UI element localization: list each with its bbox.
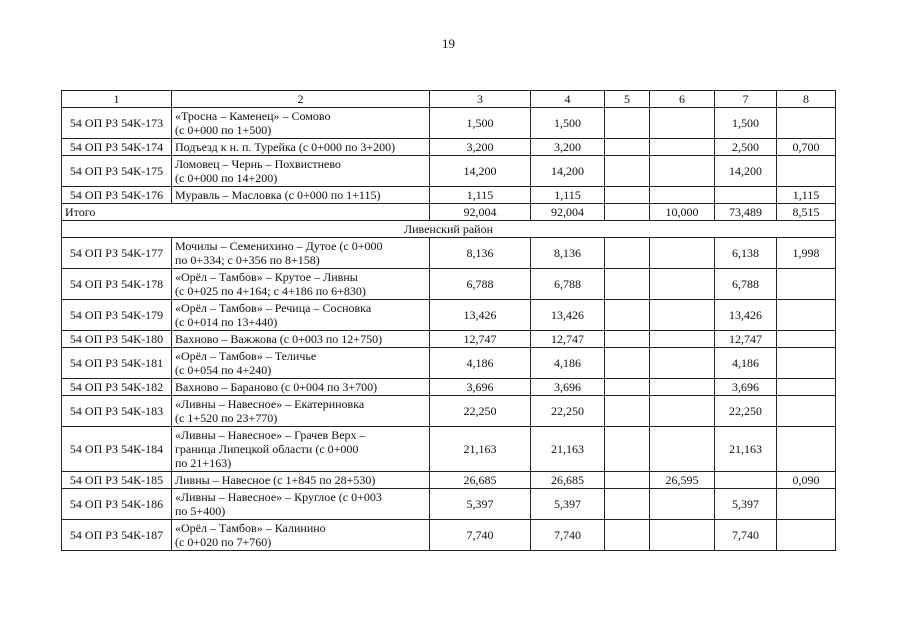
cell-c4: 3,696	[531, 379, 605, 396]
road-name: Мочилы – Семенихино – Дутое (с 0+000 по 0+334; с 0+356 по 8+158)	[172, 238, 430, 269]
cell-c3: 4,186	[430, 348, 531, 379]
section-row	[62, 221, 836, 238]
cell-c6	[650, 269, 715, 300]
column-number-6: 6	[650, 91, 715, 108]
cell-c3: 3,696	[430, 379, 531, 396]
total-c5	[605, 204, 650, 221]
cell-c8: 0,700	[777, 139, 836, 156]
table-row	[62, 348, 836, 379]
cell-c8	[777, 331, 836, 348]
cell-c6	[650, 520, 715, 551]
cell-c4: 14,200	[531, 156, 605, 187]
cell-c5	[605, 139, 650, 156]
road-name: «Орёл – Тамбов» – Калинино (с 0+020 по 7+760)	[172, 520, 430, 551]
road-name: «Тросна – Каменец» – Сомово (с 0+000 по 1+500)	[172, 108, 430, 139]
cell-c6	[650, 348, 715, 379]
cell-c6: 26,595	[650, 472, 715, 489]
cell-c4: 22,250	[531, 396, 605, 427]
cell-c4: 7,740	[531, 520, 605, 551]
road-code: 54 ОП РЗ 54К-184	[62, 427, 172, 472]
table-row	[62, 269, 836, 300]
cell-c5	[605, 156, 650, 187]
table-row	[62, 300, 836, 331]
road-code: 54 ОП РЗ 54К-182	[62, 379, 172, 396]
total-row	[62, 204, 836, 221]
table-row	[62, 139, 836, 156]
road-code: 54 ОП РЗ 54К-183	[62, 396, 172, 427]
cell-c7: 12,747	[715, 331, 777, 348]
cell-c4: 12,747	[531, 331, 605, 348]
cell-c6	[650, 427, 715, 472]
road-code: 54 ОП РЗ 54К-178	[62, 269, 172, 300]
cell-c3: 3,200	[430, 139, 531, 156]
cell-c8	[777, 300, 836, 331]
cell-c3: 7,740	[430, 520, 531, 551]
cell-c7: 4,186	[715, 348, 777, 379]
cell-c6	[650, 489, 715, 520]
cell-c7: 3,696	[715, 379, 777, 396]
cell-c3: 12,747	[430, 331, 531, 348]
column-number-3: 3	[430, 91, 531, 108]
table-row	[62, 331, 836, 348]
road-code: 54 ОП РЗ 54К-173	[62, 108, 172, 139]
cell-c5	[605, 108, 650, 139]
cell-c8	[777, 348, 836, 379]
cell-c3: 1,115	[430, 187, 531, 204]
road-code: 54 ОП РЗ 54К-176	[62, 187, 172, 204]
cell-c6	[650, 156, 715, 187]
cell-c8	[777, 427, 836, 472]
cell-c5	[605, 489, 650, 520]
table-row	[62, 427, 836, 472]
cell-c7	[715, 472, 777, 489]
cell-c7: 6,138	[715, 238, 777, 269]
cell-c7: 2,500	[715, 139, 777, 156]
cell-c8	[777, 520, 836, 551]
cell-c5	[605, 396, 650, 427]
cell-c6	[650, 139, 715, 156]
cell-c3: 5,397	[430, 489, 531, 520]
column-number-5: 5	[605, 91, 650, 108]
cell-c6	[650, 238, 715, 269]
cell-c5	[605, 238, 650, 269]
roads-table	[61, 90, 836, 551]
road-code: 54 ОП РЗ 54К-174	[62, 139, 172, 156]
road-code: 54 ОП РЗ 54К-181	[62, 348, 172, 379]
cell-c4: 26,685	[531, 472, 605, 489]
cell-c7	[715, 187, 777, 204]
header-row	[62, 91, 836, 108]
section-title: Ливенский район	[62, 221, 836, 238]
road-code: 54 ОП РЗ 54К-175	[62, 156, 172, 187]
cell-c7: 21,163	[715, 427, 777, 472]
cell-c4: 13,426	[531, 300, 605, 331]
road-code: 54 ОП РЗ 54К-179	[62, 300, 172, 331]
table-row	[62, 238, 836, 269]
cell-c4: 21,163	[531, 427, 605, 472]
road-name: Подъезд к н. п. Турейка (с 0+000 по 3+200)	[172, 139, 430, 156]
cell-c8	[777, 108, 836, 139]
total-label: Итого	[62, 204, 430, 221]
road-name: «Орёл – Тамбов» – Речица – Сосновка (с 0+014 по 13+440)	[172, 300, 430, 331]
road-name: Ливны – Навесное (с 1+845 по 28+530)	[172, 472, 430, 489]
cell-c8: 1,115	[777, 187, 836, 204]
cell-c5	[605, 472, 650, 489]
cell-c6	[650, 331, 715, 348]
cell-c3: 8,136	[430, 238, 531, 269]
page-number: 19	[442, 36, 455, 51]
cell-c7: 13,426	[715, 300, 777, 331]
cell-c4: 6,788	[531, 269, 605, 300]
road-name: Ломовец – Чернь – Похвистнево (с 0+000 по 14+200)	[172, 156, 430, 187]
cell-c6	[650, 379, 715, 396]
cell-c7: 7,740	[715, 520, 777, 551]
cell-c3: 14,200	[430, 156, 531, 187]
column-number-2: 2	[172, 91, 430, 108]
total-c6: 10,000	[650, 204, 715, 221]
cell-c4: 8,136	[531, 238, 605, 269]
table-row	[62, 489, 836, 520]
cell-c4: 1,115	[531, 187, 605, 204]
cell-c5	[605, 379, 650, 396]
total-c8: 8,515	[777, 204, 836, 221]
road-code: 54 ОП РЗ 54К-180	[62, 331, 172, 348]
cell-c5	[605, 520, 650, 551]
table-row	[62, 156, 836, 187]
cell-c8: 0,090	[777, 472, 836, 489]
total-c7: 73,489	[715, 204, 777, 221]
cell-c6	[650, 396, 715, 427]
road-name: Муравль – Масловка (с 0+000 по 1+115)	[172, 187, 430, 204]
total-c4: 92,004	[531, 204, 605, 221]
table-row	[62, 187, 836, 204]
road-name: «Орёл – Тамбов» – Теличье (с 0+054 по 4+240)	[172, 348, 430, 379]
table-row	[62, 396, 836, 427]
cell-c6	[650, 300, 715, 331]
table-row	[62, 520, 836, 551]
road-name: Вахново – Важжова (с 0+003 по 12+750)	[172, 331, 430, 348]
cell-c8	[777, 396, 836, 427]
table-row	[62, 379, 836, 396]
road-name: «Ливны – Навесное» – Екатериновка (с 1+520 по 23+770)	[172, 396, 430, 427]
cell-c5	[605, 300, 650, 331]
cell-c6	[650, 187, 715, 204]
cell-c5	[605, 348, 650, 379]
road-code: 54 ОП РЗ 54К-186	[62, 489, 172, 520]
cell-c4: 4,186	[531, 348, 605, 379]
cell-c5	[605, 269, 650, 300]
column-number-4: 4	[531, 91, 605, 108]
table-row	[62, 472, 836, 489]
column-number-1: 1	[62, 91, 172, 108]
cell-c5	[605, 331, 650, 348]
cell-c8	[777, 269, 836, 300]
road-code: 54 ОП РЗ 54К-185	[62, 472, 172, 489]
cell-c4: 3,200	[531, 139, 605, 156]
road-name: Вахново – Бараново (с 0+004 по 3+700)	[172, 379, 430, 396]
cell-c3: 6,788	[430, 269, 531, 300]
road-name: «Ливны – Навесное» – Грачев Верх – граница Липецкой области (с 0+000 по 21+163)	[172, 427, 430, 472]
cell-c8	[777, 379, 836, 396]
cell-c3: 1,500	[430, 108, 531, 139]
cell-c5	[605, 427, 650, 472]
total-c3: 92,004	[430, 204, 531, 221]
column-number-7: 7	[715, 91, 777, 108]
cell-c6	[650, 108, 715, 139]
cell-c4: 5,397	[531, 489, 605, 520]
cell-c7: 1,500	[715, 108, 777, 139]
road-code: 54 ОП РЗ 54К-187	[62, 520, 172, 551]
cell-c7: 14,200	[715, 156, 777, 187]
road-code: 54 ОП РЗ 54К-177	[62, 238, 172, 269]
cell-c8	[777, 489, 836, 520]
road-name: «Орёл – Тамбов» – Крутое – Ливны (с 0+025 по 4+164; с 4+186 по 6+830)	[172, 269, 430, 300]
cell-c7: 6,788	[715, 269, 777, 300]
cell-c3: 13,426	[430, 300, 531, 331]
column-number-8: 8	[777, 91, 836, 108]
cell-c7: 5,397	[715, 489, 777, 520]
cell-c8: 1,998	[777, 238, 836, 269]
cell-c8	[777, 156, 836, 187]
table-row	[62, 108, 836, 139]
cell-c3: 22,250	[430, 396, 531, 427]
road-name: «Ливны – Навесное» – Круглое (с 0+003 по 5+400)	[172, 489, 430, 520]
cell-c4: 1,500	[531, 108, 605, 139]
cell-c3: 26,685	[430, 472, 531, 489]
cell-c7: 22,250	[715, 396, 777, 427]
cell-c3: 21,163	[430, 427, 531, 472]
cell-c5	[605, 187, 650, 204]
